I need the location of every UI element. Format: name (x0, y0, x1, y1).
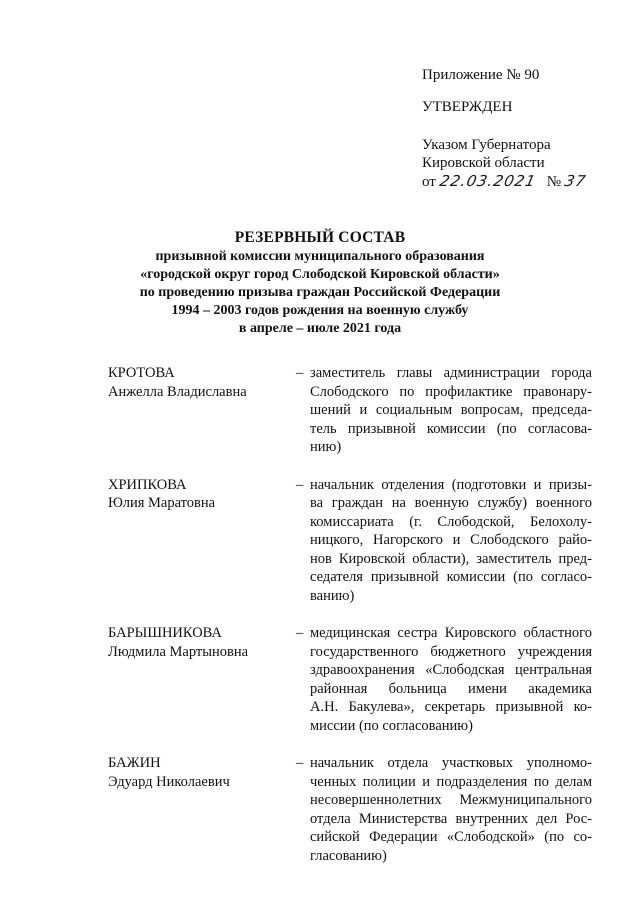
member-dash: – (296, 755, 304, 771)
member-name (108, 754, 288, 791)
number-prefix: № (546, 174, 562, 190)
role-line: гласованию) (310, 847, 387, 864)
member-roster (108, 364, 592, 884)
member-dash: – (296, 625, 304, 641)
member-name (108, 364, 288, 401)
role-line: начальник отделения (подготовки и призы- (310, 476, 592, 493)
heading-line: «городской округ город Слободской Кировской области» (140, 267, 500, 282)
role-line: А.Н. Бакулева», секретарь призывной ко- (310, 699, 592, 715)
approval-block (422, 66, 622, 191)
member-name (108, 624, 288, 661)
member-surname: БАРЫШНИКОВА (108, 625, 222, 641)
role-line: миссии (по согласованию) (310, 717, 473, 734)
member-surname: ХРИПКОВА (108, 476, 187, 493)
member-name (108, 476, 288, 513)
member-role (310, 754, 592, 865)
role-line: ченных полиции и подразделения по делам (310, 773, 592, 790)
member-surname: БАЖИН (108, 755, 161, 771)
member-entry (108, 754, 592, 865)
role-line: начальник отдела участковых уполномо- (310, 755, 592, 771)
decree-line-1: Указом Губернатора (422, 137, 551, 153)
member-given-names: Юлия Маратовна (108, 495, 216, 511)
approved-label: УТВЕРЖДЕН (422, 99, 513, 115)
role-line: нию) (310, 439, 342, 455)
member-entry (108, 364, 592, 457)
role-line: Слободского по профилактике правонару- (310, 383, 592, 400)
role-line: сийской Федерации «Слободской» (по со- (310, 829, 592, 845)
member-role (310, 364, 592, 457)
document-title: РЕЗЕРВНЫЙ СОСТАВ (234, 229, 406, 246)
member-given-names: Эдуард Николаевич (108, 773, 230, 790)
member-given-names: Людмила Мартыновна (108, 643, 249, 660)
member-entry (108, 624, 592, 735)
document-heading (60, 228, 580, 338)
role-line: тель призывной комиссии (по согласова- (310, 420, 592, 437)
role-line: седателя призывной комиссии (по согласо- (310, 569, 592, 585)
member-surname: КРОТОВА (108, 365, 175, 381)
member-role (310, 624, 592, 735)
appendix-number: Приложение № 90 (422, 67, 540, 83)
heading-line: 1994 – 2003 годов рождения на военную службу (171, 303, 469, 318)
decree-date-line (422, 172, 622, 191)
member-entry (108, 476, 592, 606)
role-line: заместитель главы администрации города (310, 365, 592, 381)
role-line: комиссариата (г. Слободской, Белохолу- (310, 513, 592, 530)
member-role (310, 476, 592, 606)
member-given-names: Анжелла Владиславна (108, 383, 247, 400)
decree-line-2: Кировской области (422, 155, 545, 171)
role-line: государственного бюджетного учреждения (310, 643, 592, 660)
role-line: несовершеннолетних Межмуниципального (310, 792, 592, 808)
role-line: отдела Министерства внутренних дел Рос- (310, 810, 592, 827)
role-line: шений и социальным вопросам, председа- (310, 402, 592, 418)
role-line: нов Кировской области), заместитель пред- (310, 550, 592, 567)
date-prefix: от (422, 174, 436, 190)
role-line: ницкого, Нагорского и Слободского райо- (310, 532, 592, 548)
role-line: районная больница имени академика (310, 680, 592, 697)
heading-line: по проведению призыва граждан Российской Федерации (139, 285, 501, 300)
handwritten-number: 37 (562, 172, 588, 190)
handwritten-date: 22.03.2021 (437, 172, 538, 190)
heading-line: в апреле – июле 2021 года (238, 321, 402, 336)
member-dash: – (296, 365, 304, 381)
role-line: медицинская сестра Кировского областного (310, 625, 592, 641)
role-line: ва граждан на военную службу) военного (310, 495, 592, 511)
role-line: ванию) (310, 587, 355, 604)
role-line: здравоохранения «Слободская центральная (310, 662, 592, 678)
heading-line: призывной комиссии муниципального образования (155, 249, 485, 264)
member-dash: – (296, 476, 304, 493)
